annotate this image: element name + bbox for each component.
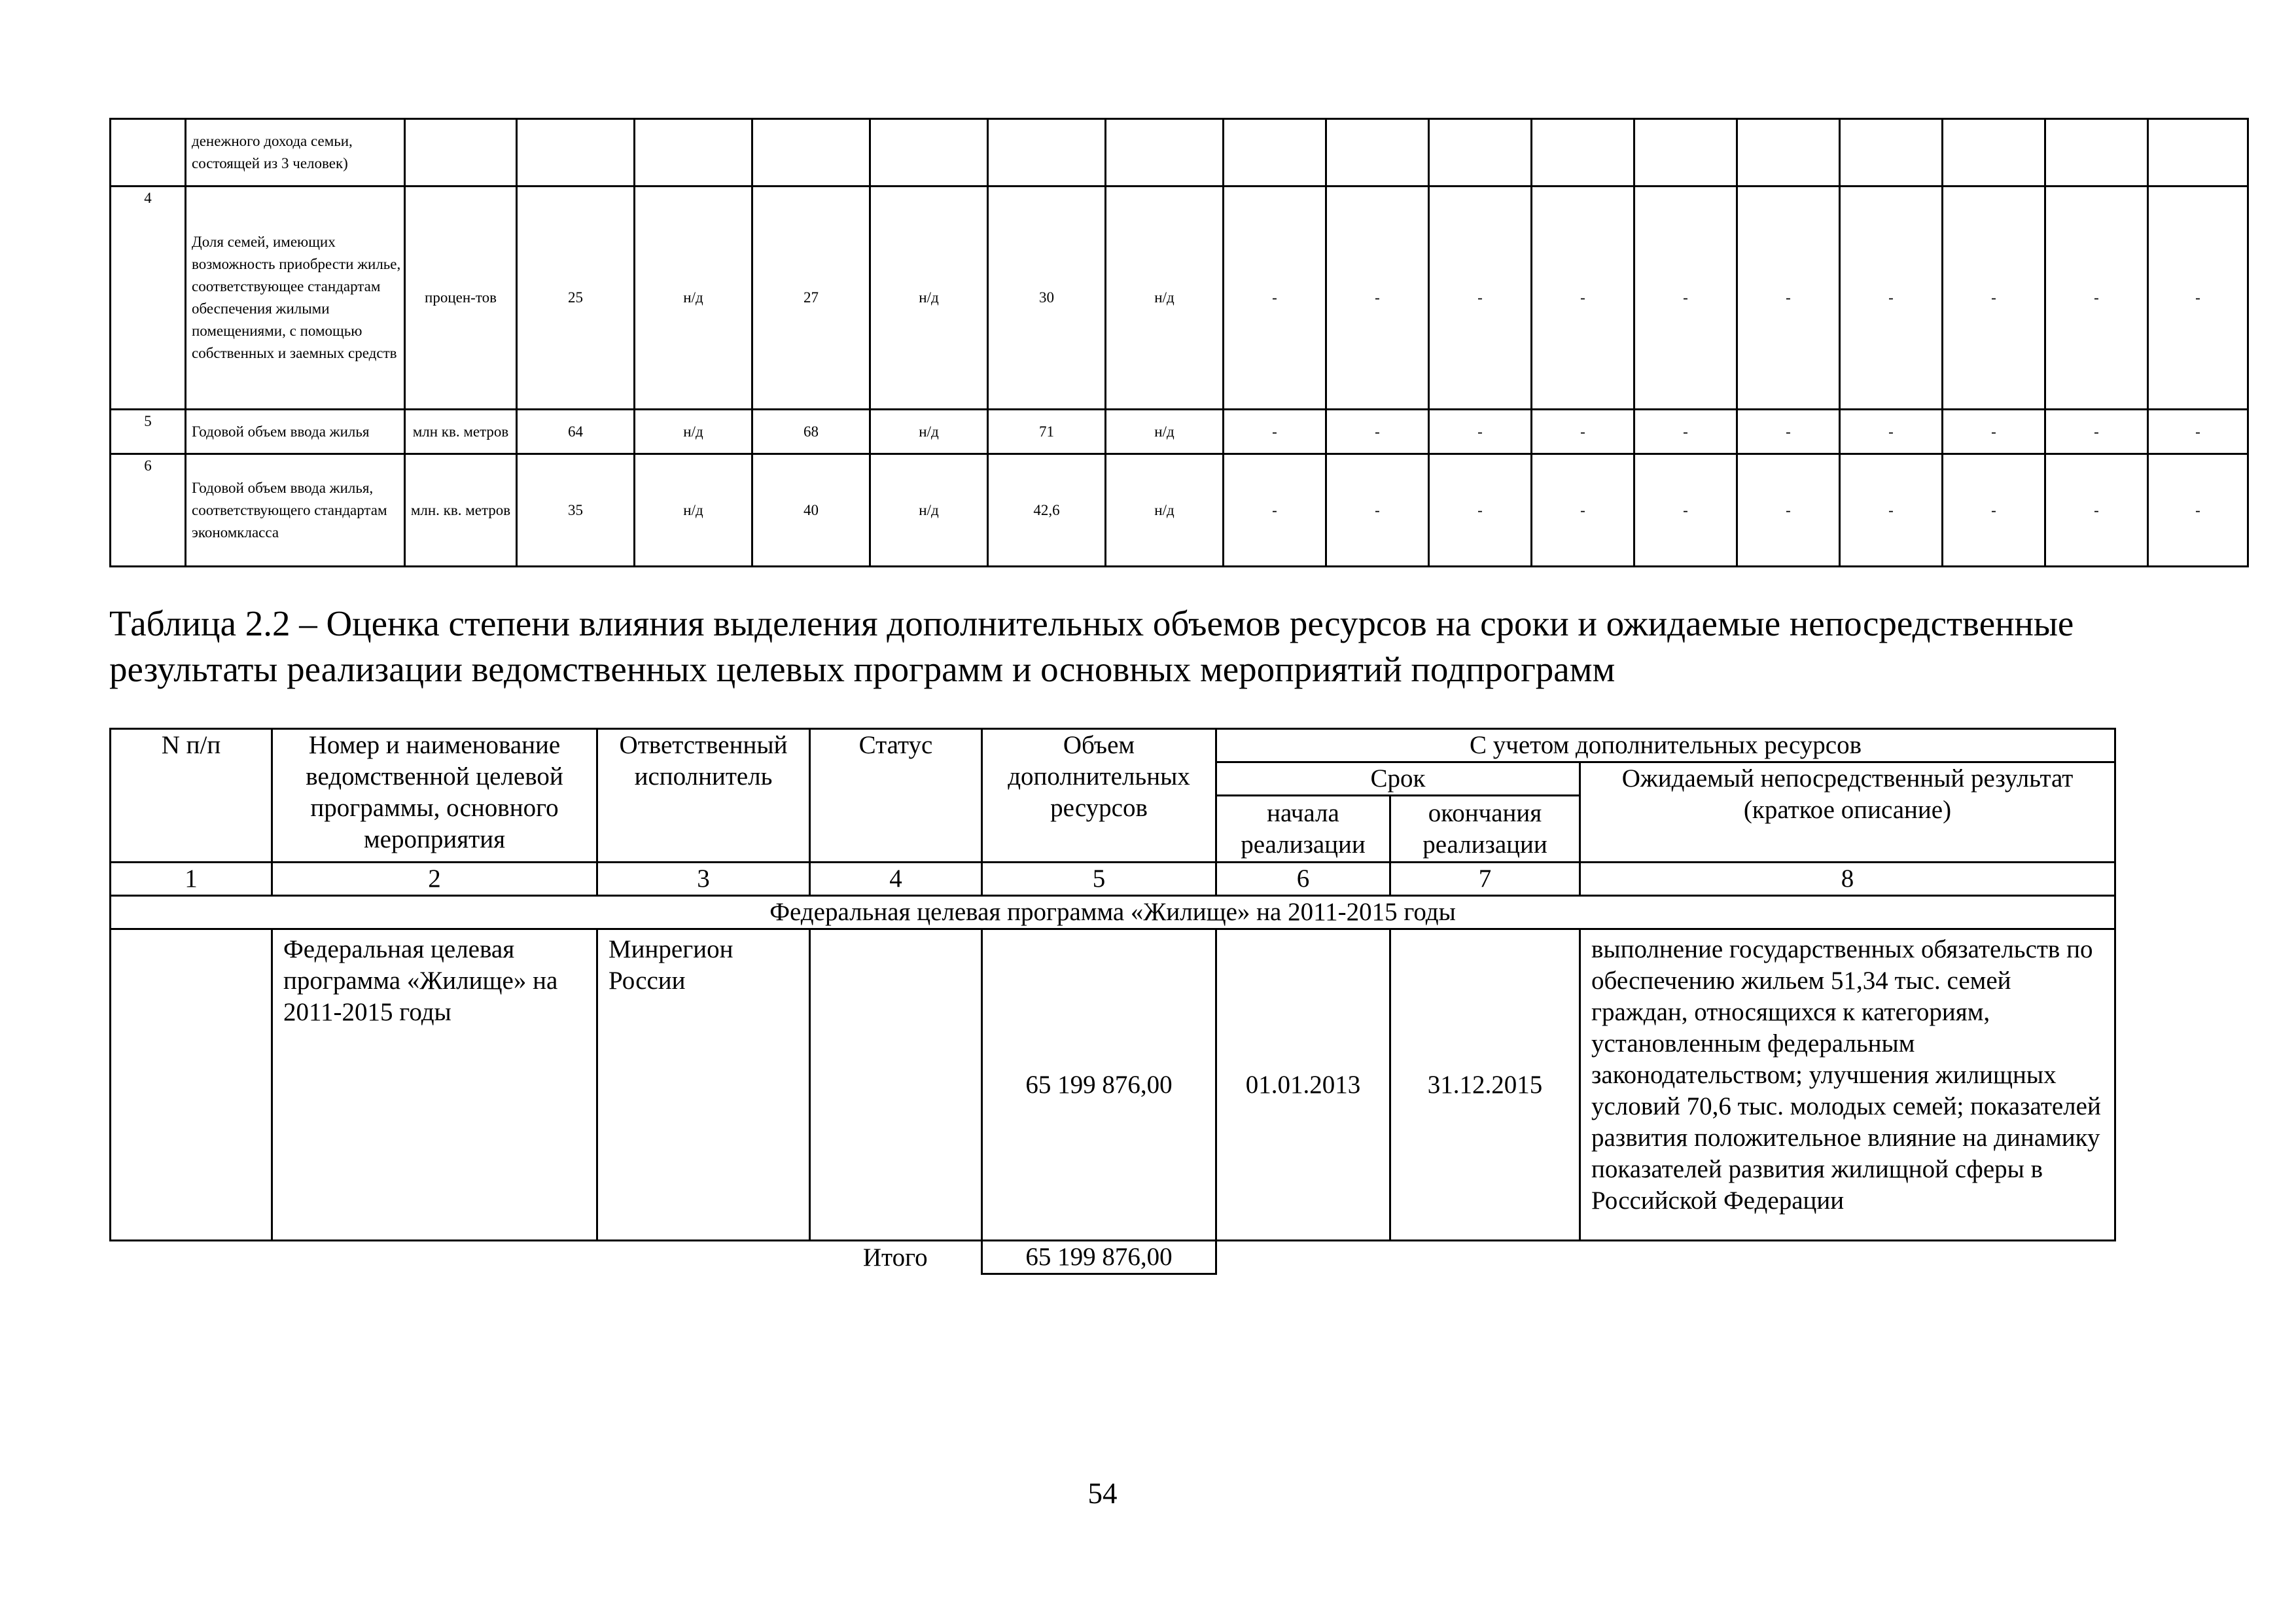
value-cell: - (2045, 410, 2148, 454)
value-cell: н/д (870, 454, 988, 567)
total-spacer (1216, 1241, 1390, 1274)
value-cell: - (1943, 454, 2045, 567)
total-spacer (272, 1241, 597, 1274)
value-cell: 27 (752, 187, 870, 410)
value-cell: - (1429, 454, 1532, 567)
value-cell (1943, 119, 2045, 187)
value-cell: - (1840, 187, 1943, 410)
total-spacer (597, 1241, 810, 1274)
header-end: окончания реализации (1390, 796, 1580, 863)
total-spacer (111, 1241, 272, 1274)
table-row (111, 187, 2248, 410)
table-row (111, 119, 2248, 187)
header-row (111, 729, 2115, 762)
column-number: 1 (111, 863, 272, 896)
value-cell (1840, 119, 1943, 187)
table-row (111, 410, 2248, 454)
total-value: 65 199 876,00 (982, 1241, 1216, 1274)
header-result: Ожидаемый непосредственный результат (краткое описание) (1580, 762, 2115, 863)
table-row (111, 929, 2115, 1241)
value-cell: 35 (517, 454, 635, 567)
indicator-name: денежного дохода семьи, состоящей из 3 человек) (186, 119, 405, 187)
row-number: 5 (111, 410, 186, 454)
value-cell: - (2148, 410, 2248, 454)
column-number: 8 (1580, 863, 2115, 896)
value-cell: н/д (870, 187, 988, 410)
table-row (111, 454, 2248, 567)
end-date: 31.12.2015 (1390, 929, 1580, 1241)
value-cell: - (1326, 454, 1429, 567)
value-cell: - (1634, 454, 1737, 567)
header-status: Статус (810, 729, 982, 863)
value-cell: - (1326, 187, 1429, 410)
executor-name: Минрегион России (597, 929, 810, 1241)
value-cell: - (1943, 187, 2045, 410)
resources-table-body (111, 729, 2115, 1274)
value-cell: - (1429, 410, 1532, 454)
unit-cell: процен-тов (405, 187, 517, 410)
value-cell: - (1634, 187, 1737, 410)
value-cell: - (1532, 410, 1634, 454)
column-number: 7 (1390, 863, 1580, 896)
value-cell: - (1634, 410, 1737, 454)
value-cell: н/д (1106, 187, 1224, 410)
table-caption: Таблица 2.2 – Оценка степени влияния выделения дополнительных объемов ресурсов на сроки и ожидаемые непосредственные результаты реализации ведомственных целевых программ и основных мероприятий подпрограмм (109, 603, 2074, 689)
section-row (111, 896, 2115, 929)
row-number: 4 (111, 187, 186, 410)
value-cell: - (2148, 454, 2248, 567)
row-number (111, 929, 272, 1241)
value-cell: - (2148, 187, 2248, 410)
indicators-table (109, 118, 2249, 567)
column-number: 2 (272, 863, 597, 896)
value-cell (1737, 119, 1840, 187)
unit-cell: млн кв. метров (405, 410, 517, 454)
value-cell: - (1840, 410, 1943, 454)
value-cell: - (1532, 454, 1634, 567)
value-cell: - (1737, 410, 1840, 454)
total-row (111, 1241, 2115, 1274)
header-program: Номер и наименование ведомственной целевой программы, основного мероприятия (272, 729, 597, 863)
value-cell: - (1224, 187, 1326, 410)
status-cell (810, 929, 982, 1241)
volume-cell: 65 199 876,00 (982, 929, 1216, 1241)
value-cell (1634, 119, 1737, 187)
value-cell: н/д (635, 187, 752, 410)
value-cell: н/д (870, 410, 988, 454)
value-cell: - (1737, 187, 1840, 410)
value-cell: - (1737, 454, 1840, 567)
start-date: 01.01.2013 (1216, 929, 1390, 1241)
column-numbers-row (111, 863, 2115, 896)
header-num: N п/п (111, 729, 272, 863)
indicator-name: Годовой объем ввода жилья (186, 410, 405, 454)
program-name: Федеральная целевая программа «Жилище» на 2011-2015 годы (272, 929, 597, 1241)
column-number: 3 (597, 863, 810, 896)
unit-cell (405, 119, 517, 187)
value-cell: 25 (517, 187, 635, 410)
row-number: 6 (111, 454, 186, 567)
value-cell (870, 119, 988, 187)
value-cell: н/д (635, 454, 752, 567)
value-cell (1326, 119, 1429, 187)
value-cell (2148, 119, 2248, 187)
value-cell: - (1326, 410, 1429, 454)
column-number: 6 (1216, 863, 1390, 896)
value-cell: 68 (752, 410, 870, 454)
section-title: Федеральная целевая программа «Жилище» на 2011-2015 годы (111, 896, 2115, 929)
value-cell (517, 119, 635, 187)
value-cell: - (1224, 454, 1326, 567)
value-cell: н/д (1106, 410, 1224, 454)
value-cell (1532, 119, 1634, 187)
indicator-name: Годовой объем ввода жилья, соответствующего стандартам экономкласса (186, 454, 405, 567)
value-cell (988, 119, 1106, 187)
value-cell: 71 (988, 410, 1106, 454)
unit-cell: млн. кв. метров (405, 454, 517, 567)
header-with-resources: С учетом дополнительных ресурсов (1216, 729, 2115, 762)
value-cell: 40 (752, 454, 870, 567)
value-cell (752, 119, 870, 187)
value-cell (635, 119, 752, 187)
value-cell: - (2045, 187, 2148, 410)
value-cell: 64 (517, 410, 635, 454)
resources-table (109, 728, 2116, 1275)
result-description: выполнение государственных обязательств по обеспечению жильем 51,34 тыс. семей граждан, относящихся к категориям, установленным федеральным законодательством; улучшения жилищных условий 70,6 тыс. молодых семей; показателей развития положительное влияние на динамику показателей развития жилищной сферы в Российской Федерации (1580, 929, 2115, 1241)
value-cell: - (1840, 454, 1943, 567)
value-cell: н/д (1106, 454, 1224, 567)
indicator-name: Доля семей, имеющих возможность приобрести жилье, соответствующее стандартам обеспечения жилыми помещениями, с помощью собственных и заемных средств (186, 187, 405, 410)
value-cell: - (1532, 187, 1634, 410)
value-cell: - (2045, 454, 2148, 567)
total-label: Итого (862, 1243, 928, 1272)
value-cell: - (1224, 410, 1326, 454)
row-number (111, 119, 186, 187)
value-cell (1224, 119, 1326, 187)
header-term: Срок (1216, 762, 1580, 796)
header-start: начала реализации (1216, 796, 1390, 863)
value-cell: - (1943, 410, 2045, 454)
value-cell (1106, 119, 1224, 187)
page-number: 54 (1087, 1477, 1118, 1510)
header-volume: Объем дополнительных ресурсов (982, 729, 1216, 863)
total-spacer (1580, 1241, 2115, 1274)
indicators-table-body (111, 119, 2248, 567)
column-number: 5 (982, 863, 1216, 896)
total-spacer (1390, 1241, 1580, 1274)
value-cell (1429, 119, 1532, 187)
value-cell (2045, 119, 2148, 187)
value-cell: 30 (988, 187, 1106, 410)
column-number: 4 (810, 863, 982, 896)
value-cell: - (1429, 187, 1532, 410)
header-executor: Ответственный исполнитель (597, 729, 810, 863)
value-cell: 42,6 (988, 454, 1106, 567)
value-cell: н/д (635, 410, 752, 454)
